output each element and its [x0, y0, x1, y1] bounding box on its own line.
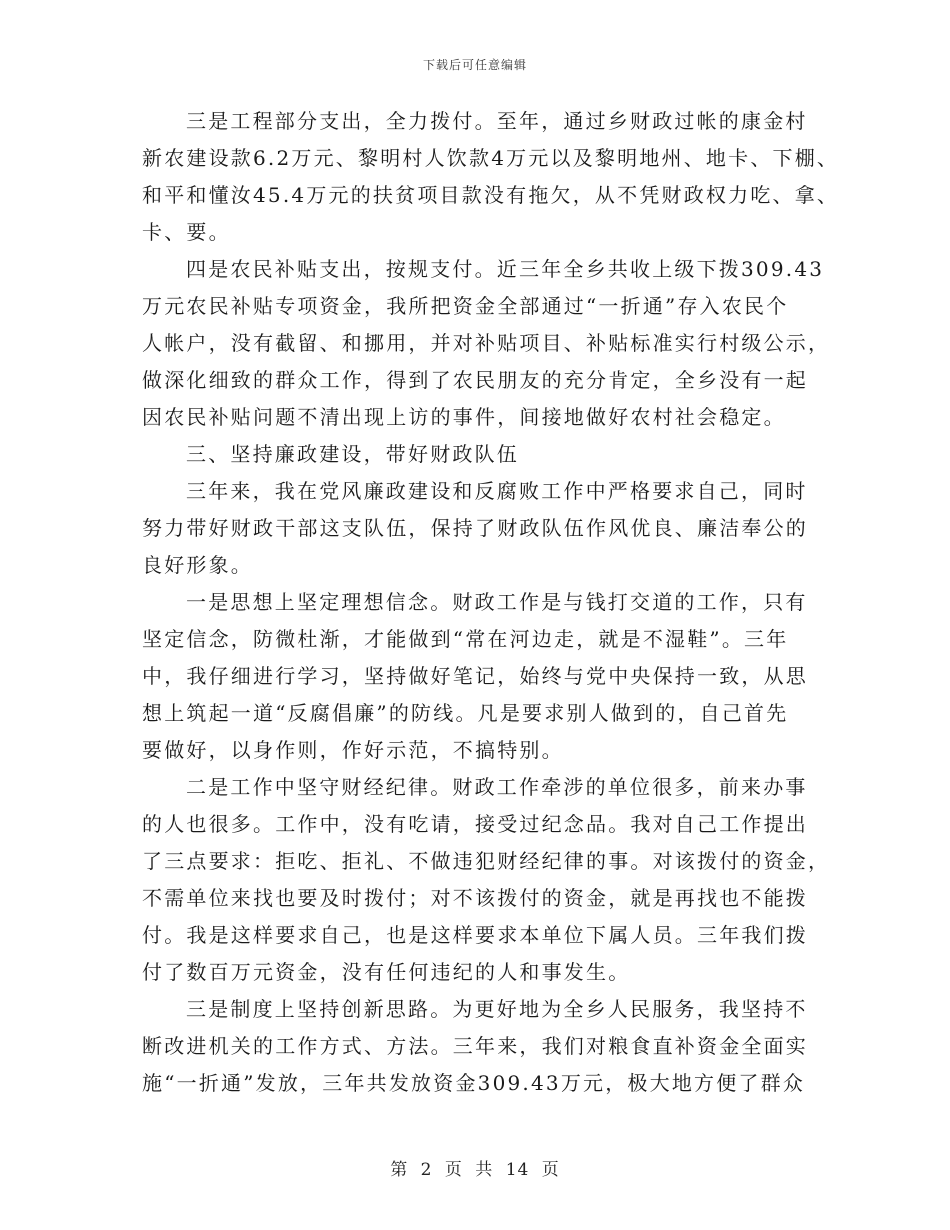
page-indicator: 第 2 页 共 14 页: [390, 1160, 560, 1180]
paragraph-line: 了三点要求：拒吃、拒礼、不做违犯财经纪律的事。对该拨付的资金，: [142, 849, 831, 873]
paragraph-line: 做深化细致的群众工作，得到了农民朋友的充分肯定，全乡没有一起: [142, 368, 808, 392]
paragraph-line: 因农民补贴问题不清出现上访的事件，间接地做好农村社会稳定。: [142, 405, 786, 429]
paragraph-line: 三是工程部分支出，全力拨付。至年，通过乡财政过帐的康金村: [186, 109, 808, 133]
paragraph-line: 三是制度上坚持创新思路。为更好地为全乡人民服务，我坚持不: [186, 997, 808, 1021]
paragraph-line: 中，我仔细进行学习，坚持做好笔记，始终与党中央保持一致，从思: [142, 664, 808, 688]
paragraph-line: 良好形象。: [142, 553, 253, 577]
paragraph-line: 三年来，我在党风廉政建设和反腐败工作中严格要求自己，同时: [186, 479, 808, 503]
section-heading: 三、坚持廉政建设，带好财政队伍: [186, 442, 519, 466]
paragraph-line: 不需单位来找也要及时拨付；对不该拨付的资金，就是再找也不能拨: [142, 886, 808, 910]
paragraph-line: 二是工作中坚守财经纪律。财政工作牵涉的单位很多，前来办事: [186, 775, 808, 799]
paragraph-line: 的人也很多。工作中，没有吃请，接受过纪念品。我对自己工作提出: [142, 812, 808, 836]
paragraph-line: 一是思想上坚定理想信念。财政工作是与钱打交道的工作，只有: [186, 590, 808, 614]
paragraph-line: 新农建设款6.2万元、黎明村人饮款4万元以及黎明地州、地卡、下棚、: [142, 146, 840, 170]
paragraph-line: 万元农民补贴专项资金，我所把资金全部通过“一折通”存入农民个: [142, 294, 789, 318]
paragraph-line: 人帐户，没有截留、和挪用，并对补贴项目、补贴标准实行村级公示，: [142, 331, 831, 355]
paragraph-line: 付。我是这样要求自己，也是这样要求本单位下属人员。三年我们拨: [142, 923, 808, 947]
paragraph-line: 断改进机关的工作方式、方法。三年来，我们对粮食直补资金全面实: [142, 1034, 808, 1058]
paragraph-line: 要做好，以身作则，作好示范，不搞特别。: [142, 738, 564, 762]
paragraph-line: 施“一折通”发放，三年共发放资金309.43万元，极大地方便了群众: [142, 1071, 806, 1095]
paragraph-line: 付了数百万元资金，没有任何违纪的人和事发生。: [142, 960, 631, 984]
header-note: 下载后可任意编辑: [422, 58, 527, 72]
paragraph-line: 和平和懂汝45.4万元的扶贫项目款没有拖欠，从不凭财政权力吃、拿、: [142, 183, 840, 207]
body-text: [142, 103, 840, 1102]
paragraph-line: 卡、要。: [142, 220, 231, 244]
paragraph-line: 坚定信念，防微杜渐，才能做到“常在河边走，就是不湿鞋”。三年: [142, 627, 789, 651]
paragraph-line: 想上筑起一道“反腐倡廉”的防线。凡是要求别人做到的，自己首先: [142, 701, 789, 725]
paragraph-line: 四是农民补贴支出，按规支付。近三年全乡共收上级下拨309.43: [186, 257, 825, 281]
paragraph-line: 努力带好财政干部这支队伍，保持了财政队伍作风优良、廉洁奉公的: [142, 516, 808, 540]
